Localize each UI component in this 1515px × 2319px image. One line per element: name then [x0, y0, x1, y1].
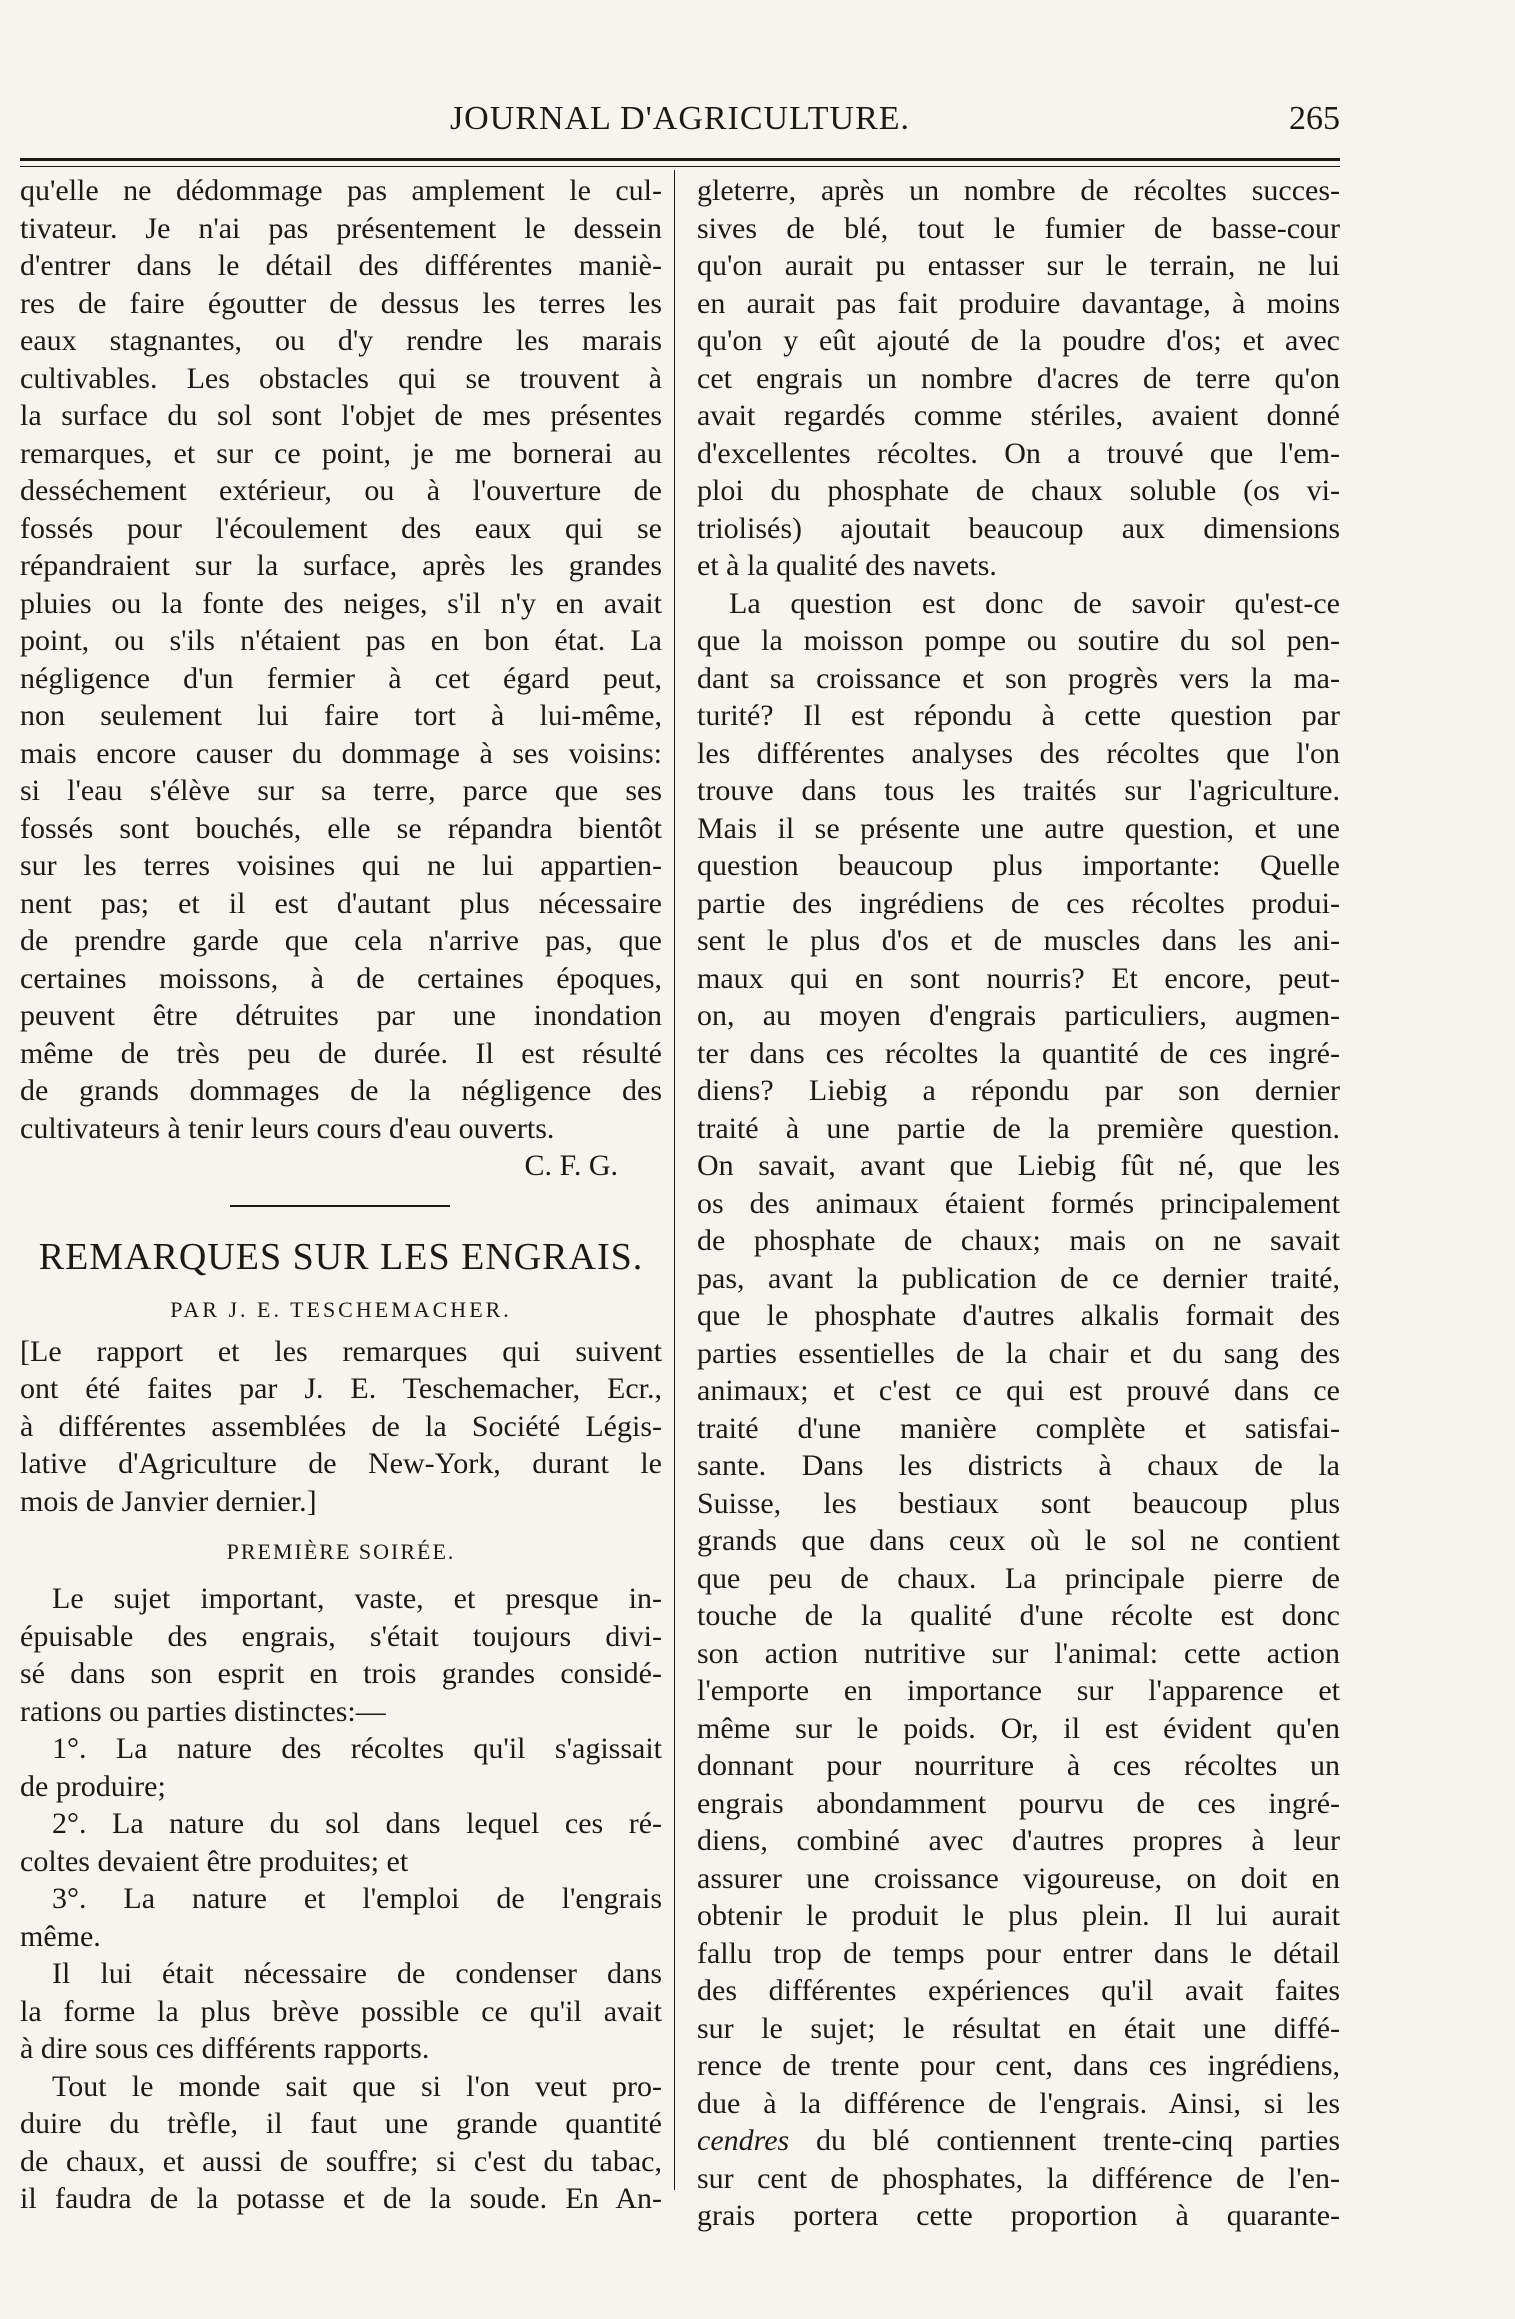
text-line: fossés sont bouchés, elle se répandra bientôt: [20, 811, 662, 845]
text-line: diens? Liebig a répondu par son dernier: [697, 1074, 1340, 1107]
text-line: coltes devaient être produites; et: [20, 1844, 409, 1878]
note-line: mois de Janvier dernier.]: [20, 1484, 317, 1518]
note-line: lative d'Agriculture de New-York, durant le: [20, 1447, 662, 1480]
text-line: sent le plus d'os et de muscles dans les ani-: [697, 924, 1340, 957]
text-line: triolisés) ajoutait beaucoup aux dimensions: [697, 511, 1340, 545]
byline: PAR J. E. TESCHEMACHER.: [170, 1296, 512, 1322]
text-line: de prendre garde que cela n'arrive pas, que: [20, 924, 662, 957]
running-header: [20, 100, 1340, 156]
text-line: de produire;: [20, 1769, 166, 1803]
article-body-right: [697, 172, 1340, 2235]
text-line: des différentes expériences qu'il avait faites: [697, 1974, 1340, 2007]
text-line: à dire sous ces différents rapports.: [20, 2032, 430, 2065]
text-line: desséchement extérieur, ou à l'ouverture de: [20, 474, 662, 507]
text-line: Suisse, les bestiaux sont beaucoup plus: [697, 1486, 1340, 1520]
text-line: nent pas; et il est d'autant plus nécessaire: [20, 886, 662, 920]
header-rule-thick: [20, 158, 1340, 161]
text-line: d'entrer dans le détail des différentes maniè-: [20, 249, 662, 282]
editorial-note: [20, 1333, 662, 1521]
text-line: trouve dans tous les traités sur l'agriculture.: [697, 774, 1340, 807]
text-line: engrais abondamment pourvu de ces ingré-: [697, 1786, 1340, 1820]
text-line: parties essentielles de la chair et du sang des: [697, 1336, 1340, 1370]
text-line: os des animaux étaient formés principalement: [697, 1186, 1340, 1220]
text-line: turité? Il est répondu à cette question par: [697, 699, 1340, 732]
header-rule-thin: [20, 166, 1340, 167]
text-line: Le sujet important, vaste, et presque in-: [52, 1582, 662, 1615]
text-line: pas, avant la publication de ce dernier traité,: [697, 1261, 1340, 1295]
text-line: certaines moissons, à de certaines époques,: [20, 961, 662, 995]
right-column: [697, 172, 1340, 2235]
note-line: ont été faites par J. E. Teschemacher, Ecr.,: [20, 1372, 662, 1405]
text-line: la surface du sol sont l'objet de mes présentes: [20, 399, 662, 432]
text-line: cet engrais un nombre d'acres de terre qu'on: [697, 361, 1340, 395]
text-line: épuisable des engrais, s'était toujours divi-: [20, 1619, 662, 1653]
text-line: sur les terres voisines qui ne lui appartien-: [20, 849, 662, 882]
text-line: de phosphate de chaux; mais on ne savait: [697, 1224, 1340, 1257]
text-line: sives de blé, tout le fumier de basse-cour: [697, 211, 1340, 245]
left-column: [20, 172, 662, 2218]
text-line: de chaux, et aussi de souffre; si c'est du tabac,: [20, 2144, 662, 2178]
text-line: Tout le monde sait que si l'on veut pro-: [52, 2069, 662, 2103]
text-line: l'emporte en importance sur l'apparence et: [697, 1674, 1340, 1707]
text-line: on, au moyen d'engrais particuliers, augmen-: [697, 999, 1340, 1032]
text-line: obtenir le produit le plus plein. Il lui aurait: [697, 1899, 1340, 1932]
text-line: 1°. La nature des récoltes qu'il s'agissait: [52, 1732, 662, 1765]
text-line: question beaucoup plus importante: Quelle: [697, 849, 1340, 882]
text-line: son action nutritive sur l'animal: cette action: [697, 1636, 1340, 1670]
text-line: qu'elle ne dédommage pas amplement le cul-: [20, 174, 662, 207]
text-line: rence de trente pour cent, dans ces ingrédiens,: [697, 2049, 1340, 2082]
previous-article-text: [20, 172, 662, 1147]
text-line: fossés pour l'écoulement des eaux qui se: [20, 511, 662, 545]
text-line: grais portera cette proportion à quarante-: [697, 2199, 1340, 2232]
text-line: traité à une partie de la première question.: [697, 1111, 1340, 1145]
text-line: fallu trop de temps pour entrer dans le détail: [697, 1936, 1340, 1970]
text-line: tivateur. Je n'ai pas présentement le dessein: [20, 211, 662, 245]
text-line: mais encore causer du dommage à ses voisins:: [20, 736, 662, 770]
text-line: qu'on y eût ajouté de la poudre d'os; et avec: [697, 324, 1340, 357]
section-heading: PREMIÈRE SOIRÉE.: [226, 1539, 456, 1564]
text-line: les différentes analyses des récoltes que l'on: [697, 736, 1340, 770]
text-line: répandraient sur la surface, après les grandes: [20, 549, 662, 582]
text-line: négligence d'un fermier à cet égard peut,: [20, 661, 662, 695]
text-line: maux qui en sont nourris? Et encore, peut-: [697, 961, 1340, 995]
text-line: touche de la qualité d'une récolte est donc: [697, 1599, 1340, 1632]
text-line: même sur le poids. Or, il est évident qu'en: [697, 1711, 1340, 1745]
text-line: d'excellentes récoltes. On a trouvé que l'em-: [697, 436, 1340, 470]
text-line: cendres du blé contiennent trente-cinq parties: [697, 2124, 1340, 2157]
text-line: sur cent de phosphates, la différence de l'en-: [697, 2161, 1340, 2195]
text-line: de grands dommages de la négligence des: [20, 1074, 662, 1107]
text-line: cultivateurs à tenir leurs cours d'eau ouverts.: [20, 1111, 555, 1145]
text-line: dant sa croissance et son progrès vers la ma-: [697, 661, 1340, 695]
text-line: ter dans ces récoltes la quantité de ces ingré-: [697, 1036, 1340, 1070]
text-line: Il lui était nécessaire de condenser dans: [52, 1957, 662, 1990]
text-line: ploi du phosphate de chaux soluble (os vi-: [697, 474, 1340, 507]
text-line: res de faire égoutter de dessus les terres les: [20, 286, 662, 320]
text-line: rations ou parties distinctes:—: [20, 1694, 386, 1728]
text-line: même.: [20, 1919, 101, 1953]
text-line: gleterre, après un nombre de récoltes succes-: [697, 174, 1340, 207]
text-line: que peu de chaux. La principale pierre de: [697, 1561, 1340, 1595]
text-line: due à la différence de l'engrais. Ainsi, si les: [697, 2086, 1340, 2120]
text-line: la forme la plus brève possible ce qu'il avait: [20, 1994, 662, 2028]
text-line: point, ou s'ils n'étaient pas en bon état. La: [20, 624, 662, 657]
text-line: sante. Dans les districts à chaux de la: [697, 1449, 1340, 1482]
text-line: cultivables. Les obstacles qui se trouvent à: [20, 361, 662, 395]
article-title: REMARQUES SUR LES ENGRAIS.: [38, 1235, 644, 1278]
text-line: donnant pour nourriture à ces récoltes un: [697, 1749, 1340, 1782]
text-line: 2°. La nature du sol dans lequel ces ré-: [52, 1807, 662, 1840]
text-line: même de très peu de durée. Il est résulté: [20, 1036, 662, 1070]
page-number: 265: [1289, 100, 1340, 137]
note-line: [Le rapport et les remarques qui suivent: [20, 1334, 662, 1368]
text-line: traité d'une manière complète et satisfai-: [697, 1411, 1340, 1445]
text-line: remarques, et sur ce point, je me bornerai au: [20, 436, 662, 470]
text-line: il faudra de la potasse et de la soude. En An-: [20, 2182, 662, 2215]
text-line: animaux; et c'est ce qui est prouvé dans ce: [697, 1374, 1340, 1407]
text-line: diens, combiné avec d'autres propres à leur: [697, 1824, 1340, 1857]
text-line: 3°. La nature et l'emploi de l'engrais: [52, 1882, 662, 1915]
text-line: partie des ingrédiens de ces récoltes produi-: [697, 886, 1340, 920]
text-line: que le phosphate d'autres alkalis formait des: [697, 1299, 1340, 1332]
text-line: On savait, avant que Liebig fût né, que les: [697, 1149, 1340, 1182]
text-line: sé dans son esprit en trois grandes considé-: [20, 1657, 662, 1690]
text-line: duire du trèfle, il faut une grande quantité: [20, 2107, 662, 2140]
text-line: eaux stagnantes, ou d'y rendre les marais: [20, 324, 662, 357]
column-divider: [674, 170, 675, 2190]
text-line: qu'on aurait pu entasser sur le terrain, ne lui: [697, 249, 1340, 282]
text-line: que la moisson pompe ou soutire du sol pen-: [697, 624, 1340, 657]
text-line: sur le sujet; le résultat en était une diffé-: [697, 2011, 1340, 2045]
text-line: La question est donc de savoir qu'est-ce: [729, 586, 1340, 620]
text-line: peuvent être détruites par une inondation: [20, 999, 662, 1032]
article-body-left: [20, 1580, 662, 2218]
signature: C. F. G.: [524, 1149, 618, 1182]
text-line: et à la qualité des navets.: [697, 549, 997, 582]
text-line: non seulement lui faire tort à lui-même,: [20, 699, 662, 732]
text-line: en aurait pas fait produire davantage, à moins: [697, 286, 1340, 320]
text-line: grands que dans ceux où le sol ne contient: [697, 1524, 1340, 1557]
text-line: si l'eau s'élève sur sa terre, parce que ses: [20, 774, 662, 807]
text-line: avait regardés comme stériles, avaient donné: [697, 399, 1340, 432]
article-separator: [20, 1185, 662, 1209]
note-line: à différentes assemblées de la Société Légis-: [20, 1409, 662, 1443]
text-line: assurer une croissance vigoureuse, on doit en: [697, 1861, 1340, 1895]
running-title: JOURNAL D'AGRICULTURE.: [449, 100, 911, 137]
text-line: Mais il se présente une autre question, et une: [697, 811, 1340, 845]
text-line: pluies ou la fonte des neiges, s'il n'y en avait: [20, 586, 662, 620]
